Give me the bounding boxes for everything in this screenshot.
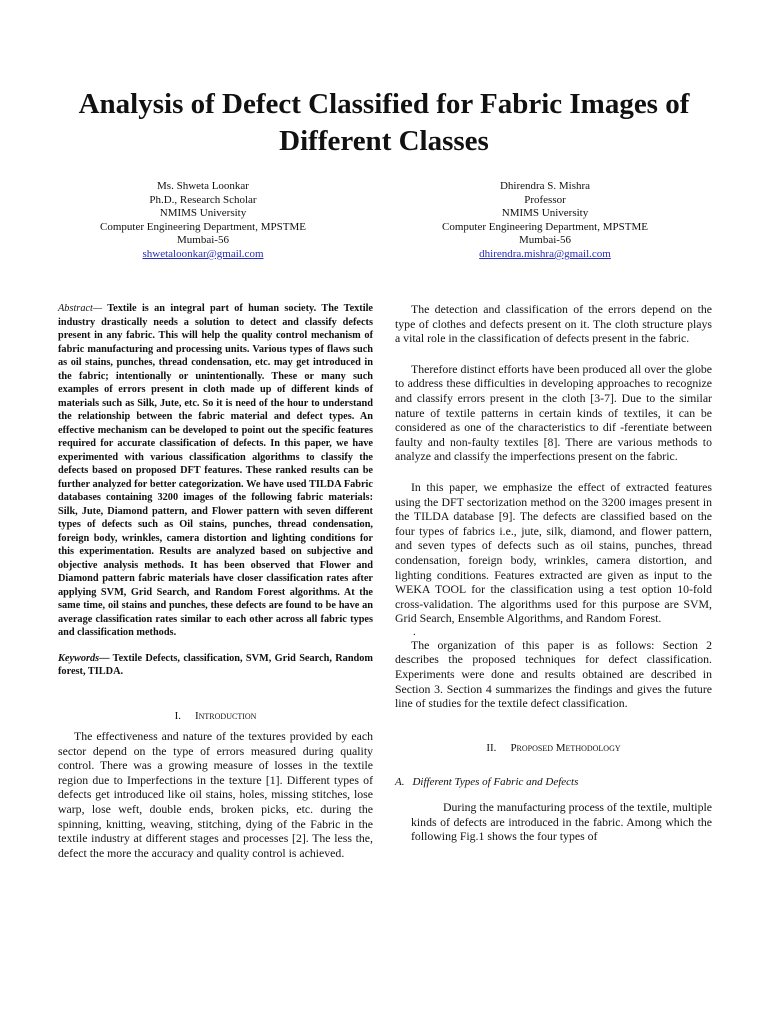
section-title: Proposed Methodology [510, 741, 621, 754]
author-role: Ph.D., Research Scholar [149, 193, 257, 206]
paper-title: Analysis of Defect Classified for Fabric Images of Different Classes [78, 88, 690, 157]
right-column [395, 302, 712, 844]
abstract-label: Abstract— [58, 303, 103, 314]
keywords-label: Keywords— [58, 652, 110, 664]
body-paragraph: In this paper, we emphasize the effect of extracted features using the DFT sectorization method on the 3200 images present in the TILDA database [9]. The defects are classified based on the four types of fabrics i.e., jute, silk, diamond, and flower pattern, and seven types of defects such as oil stains, punches, thread condensation, foreign body, wrinkles, camera distortion, and lighting conditions. Features extracted are given as input to the WEKA TOOL for the classification using a test option 10-fold cross-validation. The algorithms used for this purpose are SVM, Grid Search, Ensemble Algorithms, and Random Forest. [395, 479, 712, 626]
section-number: I. [174, 709, 181, 722]
section-title: Introduction [194, 709, 257, 722]
stray-dot: . [413, 625, 416, 638]
body-paragraph: Therefore distinct efforts have been produced all over the globe to address these difficulties in developing approaches to recognize and classify errors present in the cloth [3-7]. Due to the similar nature of textile patterns in certain kinds of textiles, it can be considered as one of the characteristics to dif -ferentiate between faulty and non-faulty textiles [8]. There are various methods to analyze and classify the imperfections present on the fabric. [395, 361, 712, 464]
body-paragraph: The organization of this paper is as follows: Section 2 describes the proposed techniques for defect classification. Experiments were done and results obtained are described in Section 3. Section 4 summarizes the findings and gives the future line of studies for the textile defect classification. [395, 637, 712, 711]
author-city: Mumbai-56 [177, 234, 229, 247]
author-block-2 [420, 180, 670, 262]
introduction-paragraph: The effectiveness and nature of the textures provided by each sector depend on the type of errors measured during quality control. There was a growing measure of losses in the textile region due to Imperfections in the texture [1]. Different types of defects get introduced like oil stains, holes, missing stitches, lose warp, lose weft, double ends, broken picks, etc. during the spinning, knitting, weaving, stitching, dying of the Fabric in the textile industry at different stages and processes [2]. The less the, defect the more the accuracy and quality control is achieved. [58, 729, 373, 860]
author-email-link[interactable]: dhirendra.mishra@gmail.com [479, 247, 611, 260]
keywords-text: Textile Defects, classification, SVM, Grid Search, Random forest, TILDA. [58, 652, 374, 677]
author-department: Computer Engineering Department, MPSTME [100, 220, 306, 233]
author-name: Dhirendra S. Mishra [499, 180, 591, 192]
methodology-paragraph: During the manufacturing process of the textile, multiple kinds of defects are introduced in the fabric. Among which the following Fig.1 shows the four types of [411, 800, 712, 844]
section-number: II. [486, 741, 497, 754]
subsection-title: Different Types of Fabric and Defects [412, 776, 579, 789]
section-heading-methodology [395, 741, 712, 756]
author-email-link[interactable]: shwetaloonkar@gmail.com [142, 247, 264, 260]
left-column [58, 302, 373, 860]
author-block-1 [90, 180, 316, 262]
abstract [58, 302, 373, 640]
section-heading-introduction [58, 709, 373, 724]
subsection-heading [395, 775, 712, 790]
author-affiliation: NMIMS University [159, 207, 247, 220]
body-paragraph: The detection and classification of the errors depend on the type of clothes and defects present on it. The cloth structure plays a vital role in the classification of defects present in the fabric. [395, 302, 712, 346]
abstract-text: Textile is an integral part of human society. The Textile industry drastically needs a solution to detect and classify defects present in any fabric. This will help the quality control mechanism of fabric manufacturing and processing units. Various types of flaws such as oil stains, punches, thread condensation, etc. may get introduced in the fabric; intentionally or unintentionally. These or many such examples of errors present in cloth made up of different kinds of materials such as Silk, Jute, etc. So it is need of the hour to understand the relationship between the fabric material and defect types. An effective mechanism can be developed to point out the specific features required for accurate classification of defects. In this paper, we have experimented with various classification algorithms to classify the defects based on proposed DFT features. These ranked results can be further analyzed for better categorization. We have used TILDA Fabric databases containing 3200 images of the following fabric materials: Silk, Jute, Diamond pattern, and Flower pattern with seven different types of defects such as Oil stains, punches, thread condensation, foreign body, wrinkles, camera distortion and lighting conditions for this experimentation. Results are analyzed based on subjective and objective analysis methods. It has been observed that Flower and Diamond pattern fabric materials have closer classification rates after applying SVM, Grid Search, and Random Forest algorithms. At the same time, oil stains and punches, these defects are found to be have an average classification rates similar to each other across all fabric types and classification methods. [58, 303, 374, 638]
keywords [58, 652, 373, 679]
author-role: Professor [524, 193, 566, 206]
subsection-number: A. [395, 776, 405, 789]
author-department: Computer Engineering Department, MPSTME [442, 220, 648, 233]
author-city: Mumbai-56 [519, 234, 571, 247]
author-affiliation: NMIMS University [501, 207, 589, 220]
author-name: Ms. Shweta Loonkar [157, 180, 249, 192]
